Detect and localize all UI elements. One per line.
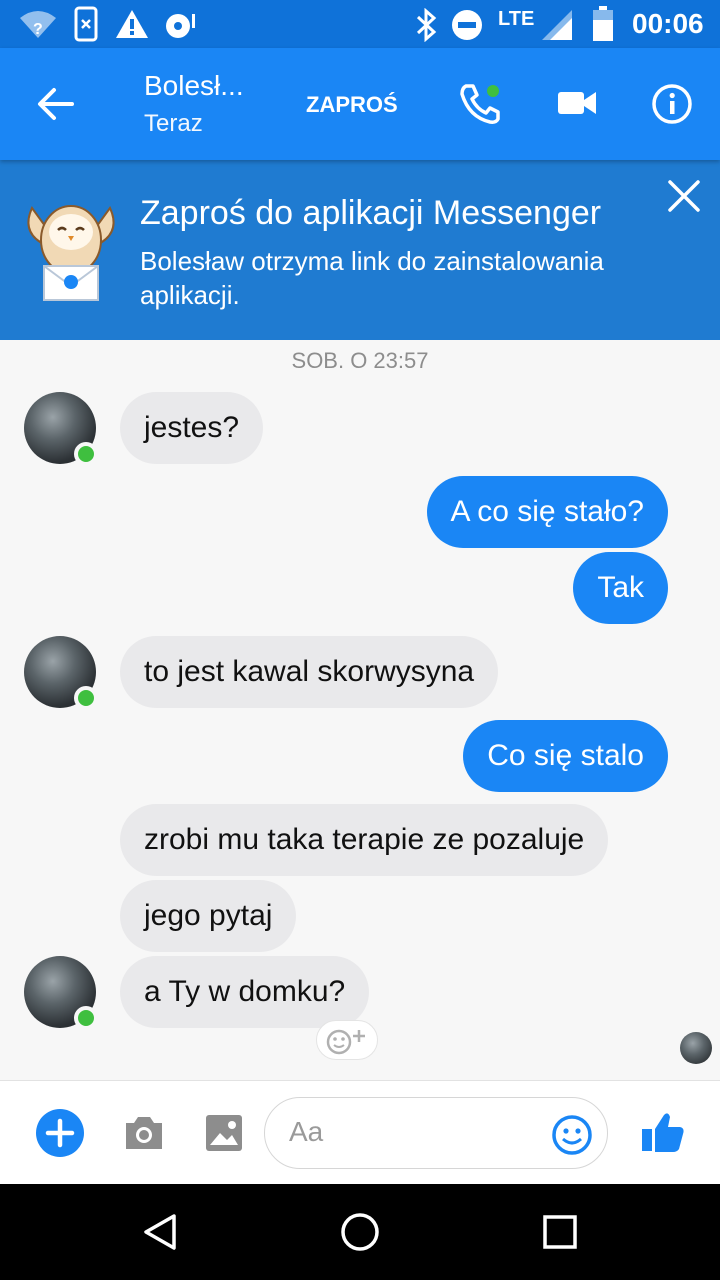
screen-rotation-icon	[72, 6, 102, 42]
message-bubble-incoming[interactable]: a Ty w domku?	[120, 956, 369, 1028]
camera-icon[interactable]	[122, 1113, 166, 1153]
online-indicator	[74, 442, 98, 466]
message-bubble-incoming[interactable]: jestes?	[120, 392, 263, 464]
status-bar	[0, 0, 720, 48]
contact-avatar[interactable]	[24, 636, 96, 708]
add-reaction-icon	[325, 1027, 371, 1055]
gallery-icon[interactable]	[204, 1113, 244, 1153]
banner-title: Zaproś do aplikacji Messenger	[140, 194, 602, 232]
back-arrow-icon[interactable]	[36, 86, 76, 122]
message-input-placeholder: Aa	[289, 1116, 324, 1147]
message-input[interactable]	[264, 1097, 608, 1169]
message-thread[interactable]	[0, 340, 720, 1080]
message-bubble-incoming[interactable]: to jest kawal skorwysyna	[120, 636, 498, 708]
emoji-icon[interactable]	[551, 1114, 593, 1156]
message-bubble-incoming[interactable]: zrobi mu taka terapie ze pozaluje	[120, 804, 608, 876]
banner-description-line1: Bolesław otrzyma link do zainstalowania	[140, 246, 604, 276]
banner-description-line2: aplikacji.	[140, 280, 240, 310]
owl-mascot-icon	[18, 190, 124, 306]
online-indicator	[74, 686, 98, 710]
signal-icon	[540, 8, 574, 42]
recents-nav-icon[interactable]	[542, 1214, 578, 1250]
message-composer	[0, 1080, 720, 1184]
contact-avatar[interactable]	[24, 956, 96, 1028]
contact-status: Teraz	[144, 110, 203, 137]
phone-icon[interactable]	[458, 82, 502, 126]
add-reaction-button[interactable]	[316, 1020, 378, 1060]
do-not-disturb-icon	[450, 8, 484, 42]
home-nav-icon[interactable]	[340, 1212, 380, 1252]
thread-timestamp: SOB. O 23:57	[291, 348, 429, 373]
warning-icon	[114, 8, 150, 40]
contact-name[interactable]: Bolesł...	[144, 70, 244, 101]
video-camera-icon[interactable]	[556, 88, 598, 118]
thumbs-up-icon[interactable]	[640, 1109, 686, 1155]
message-bubble-outgoing[interactable]: Co się stalo	[463, 720, 668, 792]
seen-receipt-avatar	[680, 1032, 712, 1064]
disc-icon	[162, 8, 198, 40]
conversation-header	[0, 48, 720, 160]
info-icon[interactable]	[650, 82, 694, 126]
back-nav-icon[interactable]	[140, 1212, 180, 1252]
battery-icon	[592, 6, 614, 42]
svg-text:?: ?	[33, 21, 43, 38]
status-time: 00:06	[632, 8, 704, 39]
message-bubble-outgoing[interactable]: Tak	[573, 552, 668, 624]
bluetooth-icon	[414, 8, 438, 42]
invite-banner	[0, 160, 720, 340]
android-nav-bar	[0, 1184, 720, 1280]
invite-button[interactable]: ZAPROŚ	[306, 92, 398, 117]
message-bubble-outgoing[interactable]: A co się stało?	[427, 476, 668, 548]
message-bubble-incoming[interactable]: jego pytaj	[120, 880, 296, 952]
contact-avatar[interactable]	[24, 392, 96, 464]
wifi-question-icon	[18, 10, 58, 40]
network-type: LTE	[498, 8, 535, 30]
online-indicator	[74, 1006, 98, 1030]
plus-icon[interactable]	[36, 1109, 84, 1157]
close-icon[interactable]	[666, 178, 702, 214]
